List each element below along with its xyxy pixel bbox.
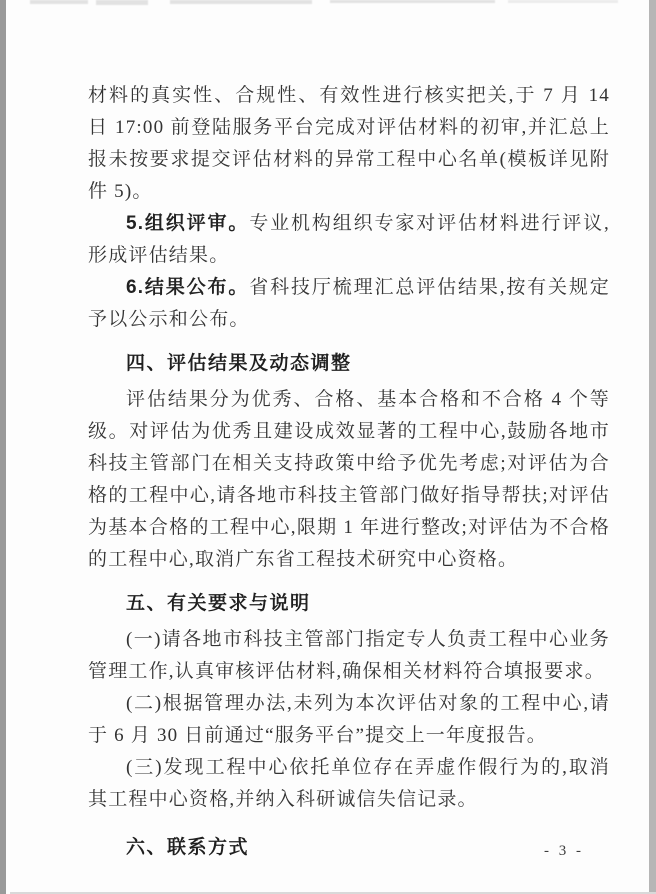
section-5-paragraph-2: (二)根据管理办法,未列为本次评估对象的工程中心,请于 6 月 30 日前通过“服务平台”提交上一年度报告。 — [88, 693, 610, 746]
numbered-item-5 — [88, 208, 610, 272]
section-5-paragraph-3: (三)发现工程中心依托单位存在弄虚作假行为的,取消其工程中心资格,并纳入科研诚信失信记录。 — [88, 757, 610, 810]
scan-smudge — [170, 0, 312, 4]
scan-smudge — [508, 0, 618, 3]
scan-left-edge — [0, 0, 6, 894]
scan-smudge — [330, 0, 495, 3]
numbered-item-6 — [88, 272, 610, 336]
numbered-item-6-lead: 6.结果公布。 — [126, 277, 250, 298]
section-heading-4: 四、评估结果及动态调整 — [126, 353, 352, 374]
paragraph-continuation: 材料的真实性、合规性、有效性进行核实把关,于 7 月 14 日 17:00 前登陆服务平台完成对评估材料的初审,并汇总上报未按要求提交评估材料的异常工程中心名单(模板详见附件 5)。 — [88, 85, 610, 202]
scan-top-artifacts — [0, 0, 656, 8]
numbered-item-5-lead: 5.组织评审。 — [126, 213, 250, 234]
numbered-item-6-text: 省科技厅梳理汇总评估结果,按有关规定予以公示和公布。 — [88, 277, 610, 330]
section-heading-6: 六、联系方式 — [126, 837, 250, 858]
section-heading-5: 五、有关要求与说明 — [126, 593, 311, 614]
section-5-paragraph-1: (一)请各地市科技主管部门指定专人负责工程中心业务管理工作,认真审核评估材料,确保相关材料符合填报要求。 — [88, 629, 610, 682]
scan-right-edge — [649, 0, 656, 894]
scan-smudge — [30, 0, 88, 4]
scan-smudge — [96, 0, 148, 5]
numbered-item-5-text: 专业机构组织专家对评估材料进行评议,形成评估结果。 — [88, 213, 610, 266]
page-number: - 3 - — [544, 843, 584, 859]
section-4-paragraph: 评估结果分为优秀、合格、基本合格和不合格 4 个等级。对评估为优秀且建设成效显著的工程中心,鼓励各地市科技主管部门在相关支持政策中给予优先考虑;对评估为合格的工程中心,请各地市科技主管部门做好指导帮扶;对评估为基本合格的工程中心,限期 1 年进行整改;对评估为不合格的工程中心,取消广东省工程技术研究中心资格。 — [88, 389, 610, 570]
document-body — [88, 80, 610, 864]
